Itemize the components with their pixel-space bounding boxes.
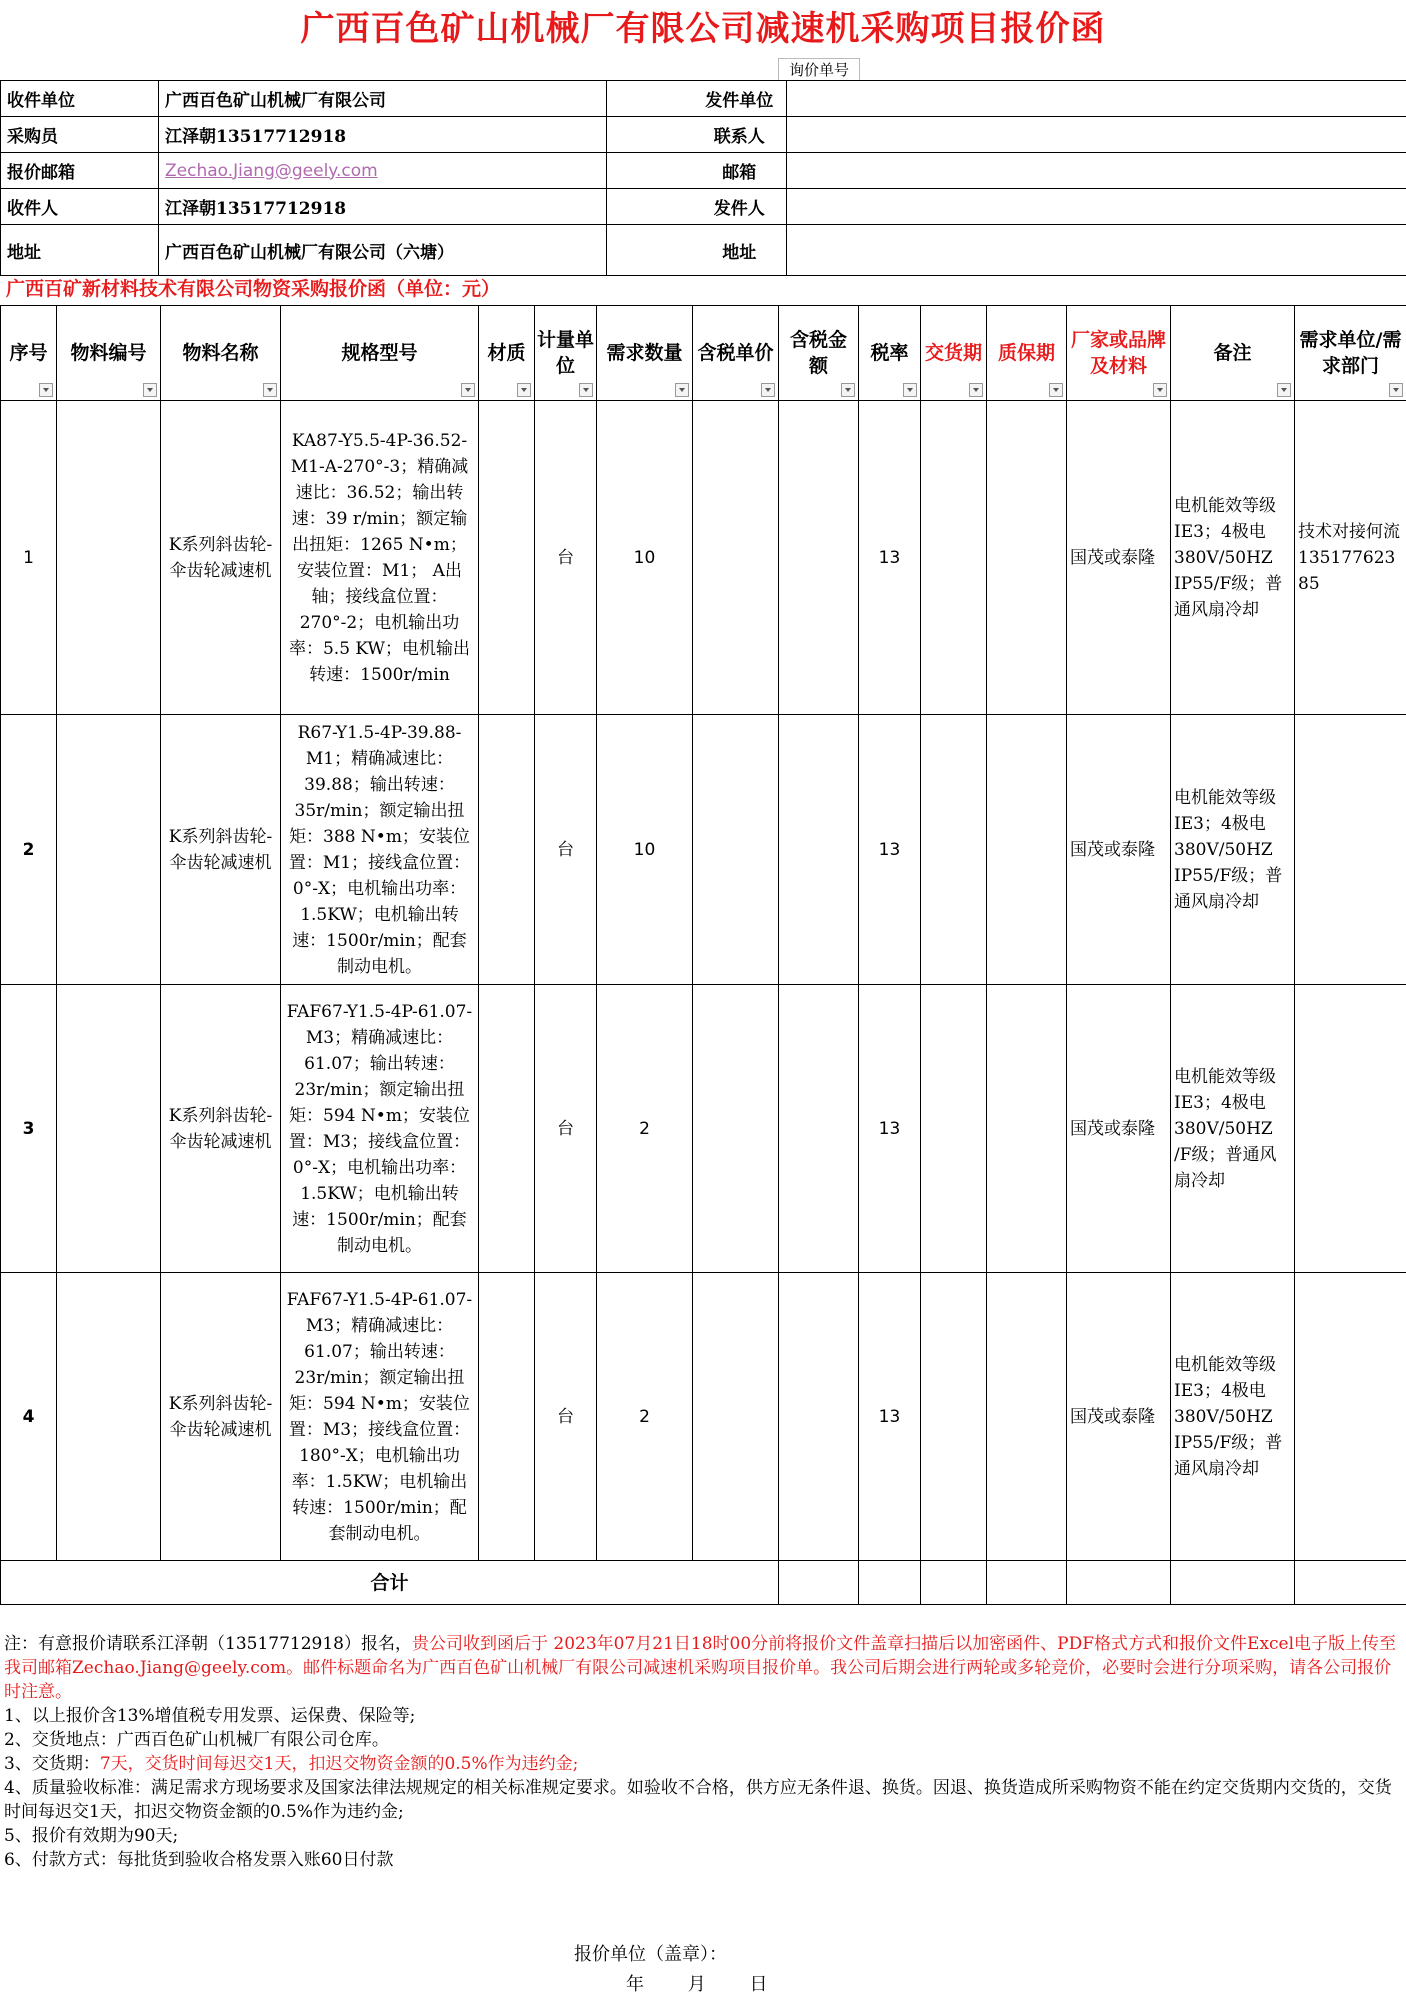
cell-code[interactable]: [57, 401, 161, 715]
cell-no[interactable]: 3: [1, 985, 57, 1273]
cell-qty[interactable]: 10: [597, 401, 693, 715]
cell-amount[interactable]: [779, 715, 859, 985]
note-item-5: 5、报价有效期为90天;: [4, 1826, 179, 1846]
email-value[interactable]: [787, 153, 1406, 189]
col-header-delivery[interactable]: 交货期: [921, 306, 987, 401]
address-value[interactable]: 广西百色矿山机械厂有限公司（六塘）: [159, 225, 607, 276]
cell-amount[interactable]: [779, 985, 859, 1273]
cell-name[interactable]: K系列斜齿轮-伞齿轮减速机: [161, 401, 281, 715]
filter-dropdown-icon: [1389, 383, 1403, 397]
total-cell[interactable]: [859, 1561, 921, 1605]
cell-delivery[interactable]: [921, 1273, 987, 1561]
notes-intro: 注：有意报价请联系江泽朝（13517712918）报名，贵公司收到函后于 2023年07月21日18时00分前将报价文件盖章扫描后以加密函件、PDF格式方式和报价文件Excel电子版上传至我司邮箱Zechao.Jiang@geely.com。邮件标题命名为广西百色矿山机械厂有限公司减速机采购项目报价单。我公司后期会进行两轮或多轮竞价，必要时会进行分项采购，请各公司报价时注意。: [4, 1634, 1397, 1702]
col-header-brand[interactable]: 厂家或品牌及材料: [1067, 306, 1171, 401]
cell-material[interactable]: [479, 401, 535, 715]
note-item-2: 2、交货地点：广西百色矿山机械厂有限公司仓库。: [4, 1730, 389, 1750]
cell-unit[interactable]: 台: [535, 985, 597, 1273]
email-label: 邮箱: [693, 153, 787, 189]
table-row: [1, 715, 1406, 985]
sender-value[interactable]: [787, 189, 1406, 225]
cell-tax[interactable]: 13: [859, 401, 921, 715]
date-month: 月: [687, 1974, 706, 1995]
recipient-value[interactable]: 江泽朝13517712918: [159, 189, 607, 225]
cell-code[interactable]: [57, 985, 161, 1273]
cell-delivery[interactable]: [921, 401, 987, 715]
cell-dept[interactable]: [1295, 1273, 1406, 1561]
cell-unit[interactable]: 台: [535, 715, 597, 985]
total-amount[interactable]: [779, 1561, 859, 1605]
buyer-value[interactable]: 江泽朝13517712918: [159, 117, 607, 153]
cell-brand[interactable]: 国茂或泰隆: [1067, 715, 1171, 985]
table-row: [1, 401, 1406, 715]
notes-section: [4, 1632, 1400, 1872]
total-cell[interactable]: [921, 1561, 987, 1605]
cell-name[interactable]: K系列斜齿轮-伞齿轮减速机: [161, 1273, 281, 1561]
cell-remark[interactable]: 电机能效等级IE3；4极电380V/50HZ IP55/F级；普通风扇冷却: [1171, 1273, 1295, 1561]
filter-dropdown-icon: [579, 383, 593, 397]
cell-code[interactable]: [57, 715, 161, 985]
total-cell[interactable]: [1171, 1561, 1295, 1605]
filter-dropdown-icon: [1153, 383, 1167, 397]
filter-dropdown-icon: [1049, 383, 1063, 397]
cell-spec[interactable]: FAF67-Y1.5-4P-61.07-M3；精确减速比：61.07；输出转速：23r/min；额定输出扭矩：594 N•m；安装位置：M3；接线盒位置： 180°-X；电机输出功率：1.5KW；电机输出转速：1500r/min；配套制动电机。: [281, 1273, 479, 1561]
filter-dropdown-icon: [143, 383, 157, 397]
cell-material[interactable]: [479, 715, 535, 985]
receiver-unit-label: 收件单位: [1, 81, 159, 117]
contact-label: 联系人: [693, 117, 787, 153]
col-header-dept[interactable]: 需求单位/需求部门: [1295, 306, 1406, 401]
cell-unit[interactable]: 台: [535, 401, 597, 715]
cell-qty[interactable]: 2: [597, 985, 693, 1273]
date-year: 年: [626, 1974, 644, 1995]
cell-name[interactable]: K系列斜齿轮-伞齿轮减速机: [161, 985, 281, 1273]
sender-unit-value[interactable]: [787, 81, 1406, 117]
cell-remark[interactable]: 电机能效等级IE3；4极电380V/50HZ IP55/F级；普通风扇冷却: [1171, 401, 1295, 715]
cell-qty[interactable]: 10: [597, 715, 693, 985]
cell-no[interactable]: 2: [1, 715, 57, 985]
cell-price[interactable]: [693, 401, 779, 715]
col-header-no[interactable]: 序号: [1, 306, 57, 401]
filter-dropdown-icon: [761, 383, 775, 397]
blank-cell: [607, 189, 693, 225]
date-day: 日: [749, 1974, 768, 1995]
sender-label: 发件人: [693, 189, 787, 225]
total-cell[interactable]: [1067, 1561, 1171, 1605]
blank-cell: [607, 225, 693, 276]
col-header-amount[interactable]: 含税金额: [779, 306, 859, 401]
info-row: [1, 117, 1406, 153]
cell-tax[interactable]: 13: [859, 1273, 921, 1561]
info-row: [1, 225, 1406, 276]
filter-dropdown-icon: [517, 383, 531, 397]
blank-cell: [607, 81, 693, 117]
filter-dropdown-icon: [675, 383, 689, 397]
cell-remark[interactable]: 电机能效等级IE3；4极电380V/50HZ /F级；普通风扇冷却: [1171, 985, 1295, 1273]
table-subtitle: 广西百矿新材料技术有限公司物资采购报价函（单位：元）: [6, 278, 501, 300]
cell-remark[interactable]: 电机能效等级IE3；4极电380V/50HZ IP55/F级；普通风扇冷却: [1171, 715, 1295, 985]
info-table: [0, 80, 1406, 276]
sender-unit-label: 发件单位: [693, 81, 787, 117]
col-header-warranty[interactable]: 质保期: [987, 306, 1067, 401]
total-cell[interactable]: [987, 1561, 1067, 1605]
cell-price[interactable]: [693, 985, 779, 1273]
col-header-remark[interactable]: 备注: [1171, 306, 1295, 401]
col-header-material[interactable]: 材质: [479, 306, 535, 401]
cell-material[interactable]: [479, 985, 535, 1273]
cell-dept[interactable]: 技术对接何流13517762385: [1295, 401, 1406, 715]
cell-brand[interactable]: 国茂或泰隆: [1067, 401, 1171, 715]
cell-brand[interactable]: 国茂或泰隆: [1067, 985, 1171, 1273]
cell-warranty[interactable]: [987, 1273, 1067, 1561]
filter-dropdown-icon: [841, 383, 855, 397]
address2-value[interactable]: [787, 225, 1406, 276]
address2-label: 地址: [693, 225, 787, 276]
note-item-4: 4、质量验收标准：满足需求方现场要求及国家法律法规规定的相关标准规定要求。如验收不合格，供方应无条件退、换货。因退、换货造成所采购物资不能在约定交货期内交货的，交货时间每迟交1天，扣迟交物资金额的0.5%作为违约金;: [4, 1778, 1392, 1822]
filter-dropdown-icon: [1277, 383, 1291, 397]
blank-cell: [607, 153, 693, 189]
address-label: 地址: [1, 225, 159, 276]
blank-cell: [607, 117, 693, 153]
filter-dropdown-icon: [969, 383, 983, 397]
cell-tax[interactable]: 13: [859, 715, 921, 985]
signature-date: [626, 1970, 805, 1996]
table-row: [1, 1273, 1406, 1561]
cell-dept[interactable]: [1295, 985, 1406, 1273]
cell-qty[interactable]: 2: [597, 1273, 693, 1561]
cell-no[interactable]: 1: [1, 401, 57, 715]
info-row: [1, 81, 1406, 117]
cell-tax[interactable]: 13: [859, 985, 921, 1273]
cell-price[interactable]: [693, 1273, 779, 1561]
total-label: 合计: [1, 1561, 779, 1605]
col-header-name[interactable]: 物料名称: [161, 306, 281, 401]
info-row: [1, 153, 1406, 189]
cell-warranty[interactable]: [987, 715, 1067, 985]
quote-email-cell: [159, 153, 607, 189]
col-header-tax[interactable]: 税率: [859, 306, 921, 401]
cell-delivery[interactable]: [921, 985, 987, 1273]
cell-spec[interactable]: FAF67-Y1.5-4P-61.07-M3；精确减速比：61.07；输出转速：23r/min；额定输出扭矩：594 N•m；安装位置：M3；接线盒位置： 0°-X；电机输出功率：1.5KW；电机输出转速：1500r/min；配套制动电机。: [281, 985, 479, 1273]
info-row: [1, 189, 1406, 225]
cell-amount[interactable]: [779, 401, 859, 715]
total-row: [1, 1561, 1406, 1605]
col-header-price[interactable]: 含税单价: [693, 306, 779, 401]
table-row: [1, 985, 1406, 1273]
total-cell[interactable]: [1295, 1561, 1406, 1605]
col-header-code[interactable]: 物料编号: [57, 306, 161, 401]
cell-spec[interactable]: R67-Y1.5-4P-39.88-M1；精确减速比：39.88；输出转速：35r/min；额定输出扭矩：388 N•m；安装位置：M1；接线盒位置：0°-X；电机输出功率：1.5KW；电机输出转速：1500r/min；配套制动电机。: [281, 715, 479, 985]
cell-brand[interactable]: 国茂或泰隆: [1067, 1273, 1171, 1561]
filter-dropdown-icon: [39, 383, 53, 397]
quote-email-link[interactable]: Zechao.Jiang@geely.com: [165, 160, 378, 181]
contact-value[interactable]: [787, 117, 1406, 153]
cell-amount[interactable]: [779, 1273, 859, 1561]
cell-price[interactable]: [693, 715, 779, 985]
cell-name[interactable]: K系列斜齿轮-伞齿轮减速机: [161, 715, 281, 985]
cell-unit[interactable]: 台: [535, 1273, 597, 1561]
note-item-1: 1、以上报价含13%增值税专用发票、运保费、保险等;: [4, 1706, 416, 1726]
header-row: [1, 306, 1406, 401]
note-item-6: 6、付款方式：每批货到验收合格发票入账60日付款: [4, 1850, 394, 1870]
cell-dept[interactable]: [1295, 715, 1406, 985]
cell-no[interactable]: 4: [1, 1273, 57, 1561]
filter-dropdown-icon: [461, 383, 475, 397]
buyer-label: 采购员: [1, 117, 159, 153]
cell-delivery[interactable]: [921, 715, 987, 985]
recipient-label: 收件人: [1, 189, 159, 225]
quote-table: [0, 305, 1406, 1605]
cell-warranty[interactable]: [987, 401, 1067, 715]
col-header-unit[interactable]: 计量单位: [535, 306, 597, 401]
cell-material[interactable]: [479, 1273, 535, 1561]
note-item-3: 3、交货期：7天，交货时间每迟交1天，扣迟交物资金额的0.5%作为违约金;: [4, 1754, 579, 1774]
filter-dropdown-icon: [903, 383, 917, 397]
page-title: 广西百色矿山机械厂有限公司减速机采购项目报价函: [300, 9, 1106, 49]
col-header-spec[interactable]: 规格型号: [281, 306, 479, 401]
quote-email-label: 报价邮箱: [1, 153, 159, 189]
inquiry-no-label: 询价单号: [778, 58, 860, 81]
col-header-qty[interactable]: 需求数量: [597, 306, 693, 401]
cell-code[interactable]: [57, 1273, 161, 1561]
signature-label: 报价单位（盖章）：: [574, 1944, 727, 1965]
cell-warranty[interactable]: [987, 985, 1067, 1273]
receiver-unit-value[interactable]: 广西百色矿山机械厂有限公司: [159, 81, 607, 117]
filter-dropdown-icon: [263, 383, 277, 397]
cell-spec[interactable]: KA87-Y5.5-4P-36.52-M1-A-270°-3；精确减速比：36.52；输出转速：39 r/min；额定输出扭矩：1265 N•m；安装位置：M1； A出轴；接线盒位置：270°-2；电机输出功率：5.5 KW；电机输出转速：1500r/min: [281, 401, 479, 715]
